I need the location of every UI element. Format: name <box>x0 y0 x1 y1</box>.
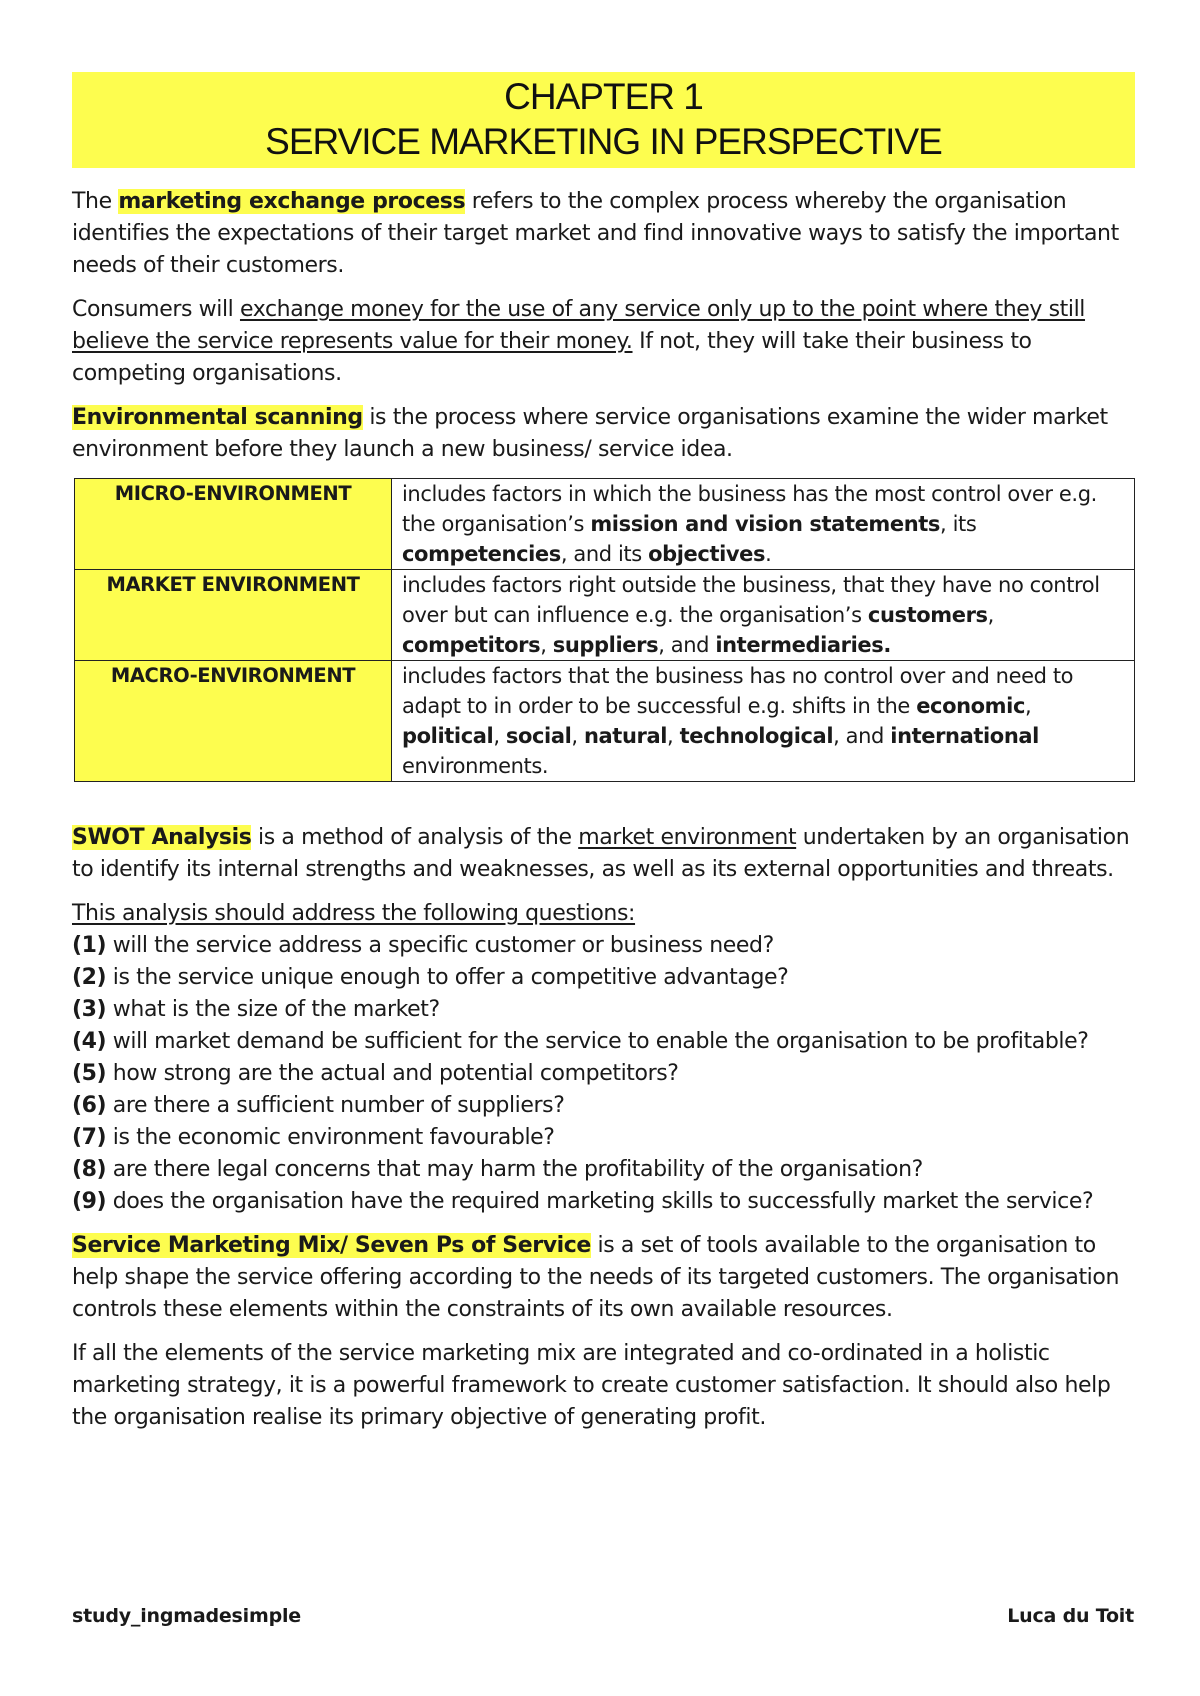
bold-term: suppliers <box>552 633 659 657</box>
text: includes factors right outside the business, that they have no control over but can influence e.g. the organisation’s <box>402 573 1100 627</box>
text: Consumers will <box>72 297 240 322</box>
term-service-marketing-mix: Service Marketing Mix/ Seven Ps of Service <box>72 1233 591 1258</box>
paragraph-environmental-scanning <box>72 402 1135 466</box>
market-environment-description <box>392 570 1135 661</box>
bold-term: economic <box>916 694 1026 718</box>
question-text: are there a sufficient number of suppliers? <box>106 1093 565 1118</box>
paragraph-service-marketing-mix <box>72 1230 1135 1326</box>
bold-term: international <box>890 724 1039 748</box>
text: If not, they will take their business to competing organisations. <box>72 329 1032 386</box>
micro-environment-description <box>392 479 1135 570</box>
question-number: (6) <box>72 1093 107 1118</box>
question-text: are there legal concerns that may harm the profitability of the organisation? <box>106 1157 923 1182</box>
text: , and <box>658 633 716 657</box>
chapter-header <box>72 72 1135 168</box>
text: , <box>987 603 994 627</box>
document-page <box>72 72 1135 1446</box>
text: , <box>667 724 680 748</box>
text: is a method of analysis of the <box>251 825 579 850</box>
table-row-macro <box>75 661 1135 782</box>
bold-term: natural <box>583 724 668 748</box>
bold-term: objectives <box>648 542 766 566</box>
paragraph-marketing-exchange <box>72 186 1135 282</box>
text: , <box>493 724 506 748</box>
question-text: what is the size of the market? <box>106 997 440 1022</box>
bold-term: political <box>402 724 494 748</box>
list-item <box>72 1026 1135 1058</box>
underlined-market-environment: market environment <box>578 825 797 850</box>
term-swot-analysis: SWOT Analysis <box>72 825 252 850</box>
question-number: (1) <box>72 933 107 958</box>
paragraph-closing: If all the elements of the service marketing mix are integrated and co-ordinated in a holistic marketing strategy, it is a powerful framework to create customer satisfaction. It should also help the organisation realise its primary objective of generating profit. <box>72 1341 1111 1430</box>
text: environments. <box>402 754 549 778</box>
question-text: how strong are the actual and potential competitors? <box>106 1061 679 1086</box>
question-number: (7) <box>72 1125 107 1150</box>
question-number: (8) <box>72 1157 107 1182</box>
text: The <box>72 189 119 214</box>
question-text: will market demand be sufficient for the service to enable the organisation to be profitable? <box>106 1029 1089 1054</box>
bold-term: mission and vision statements <box>590 512 941 536</box>
macro-environment-label: MACRO-ENVIRONMENT <box>75 661 392 782</box>
text: is a set of tools available to the organisation to help shape the service offering according to the needs of its targeted customers. The organisation controls these elements within the constraints of its own available resources. <box>72 1233 1119 1322</box>
bold-term: competencies <box>402 542 561 566</box>
question-number: (2) <box>72 965 107 990</box>
text: is the process where service organisations examine the wider market environment before they launch a new business/ service idea. <box>72 405 1108 462</box>
chapter-title: SERVICE MARKETING IN PERSPECTIVE <box>265 121 942 162</box>
text: , and <box>833 724 891 748</box>
macro-environment-description <box>392 661 1135 782</box>
text: includes factors that the business has no control over and need to adapt to in order to be successful e.g. shifts in the <box>402 664 1074 718</box>
paragraph-consumers-value <box>72 294 1135 390</box>
chapter-number: CHAPTER 1 <box>504 76 703 117</box>
text: , <box>540 633 553 657</box>
market-environment-label: MARKET ENVIRONMENT <box>75 570 392 661</box>
paragraph-swot-analysis <box>72 822 1135 886</box>
question-number: (3) <box>72 997 107 1022</box>
list-item <box>72 1186 1135 1218</box>
swot-questions-list <box>72 898 1135 1218</box>
list-item <box>72 930 1135 962</box>
text: , and its <box>560 542 649 566</box>
question-text: will the service address a specific customer or business need? <box>106 933 774 958</box>
question-number: (9) <box>72 1189 107 1214</box>
text: refers to the complex process whereby the organisation identifies the expectations of their target market and find innovative ways to satisfy the important needs of their customers. <box>72 189 1119 278</box>
questions-heading: This analysis should address the following questions: <box>72 901 636 926</box>
question-text: does the organisation have the required marketing skills to successfully market the service? <box>106 1189 1094 1214</box>
underlined-value-statement: exchange money for the use of any service only up to the point where they still believe the service represents value for their money. <box>72 297 1086 354</box>
question-number: (4) <box>72 1029 107 1054</box>
footer-author: Luca du Toit <box>1007 1605 1134 1627</box>
question-number: (5) <box>72 1061 107 1086</box>
bold-term: social <box>505 724 572 748</box>
footer-handle: study_ingmadesimple <box>72 1605 301 1627</box>
text: , <box>571 724 584 748</box>
question-text: is the economic environment favourable? <box>106 1125 555 1150</box>
term-environmental-scanning: Environmental scanning <box>72 405 363 430</box>
list-item <box>72 994 1135 1026</box>
list-item <box>72 1090 1135 1122</box>
text: undertaken by an organisation to identify its internal strengths and weaknesses, as well as its external opportunities and threats. <box>72 825 1130 882</box>
micro-environment-label: MICRO-ENVIRONMENT <box>75 479 392 570</box>
list-item <box>72 1154 1135 1186</box>
environments-table <box>74 478 1135 782</box>
text: . <box>765 542 772 566</box>
text: , its <box>940 512 977 536</box>
text: includes factors in which the business has the most control over e.g. the organisation’s <box>402 482 1097 536</box>
term-marketing-exchange-process: marketing exchange process <box>118 189 466 214</box>
list-item <box>72 962 1135 994</box>
question-text: is the service unique enough to offer a competitive advantage? <box>106 965 789 990</box>
text: , <box>1025 694 1032 718</box>
bold-term: technological <box>679 724 834 748</box>
bold-term: competitors <box>402 633 541 657</box>
bold-term: customers <box>867 603 988 627</box>
table-row-micro <box>75 479 1135 570</box>
bold-term: intermediaries. <box>715 633 891 657</box>
table-row-market <box>75 570 1135 661</box>
list-item <box>72 1122 1135 1154</box>
list-item <box>72 1058 1135 1090</box>
